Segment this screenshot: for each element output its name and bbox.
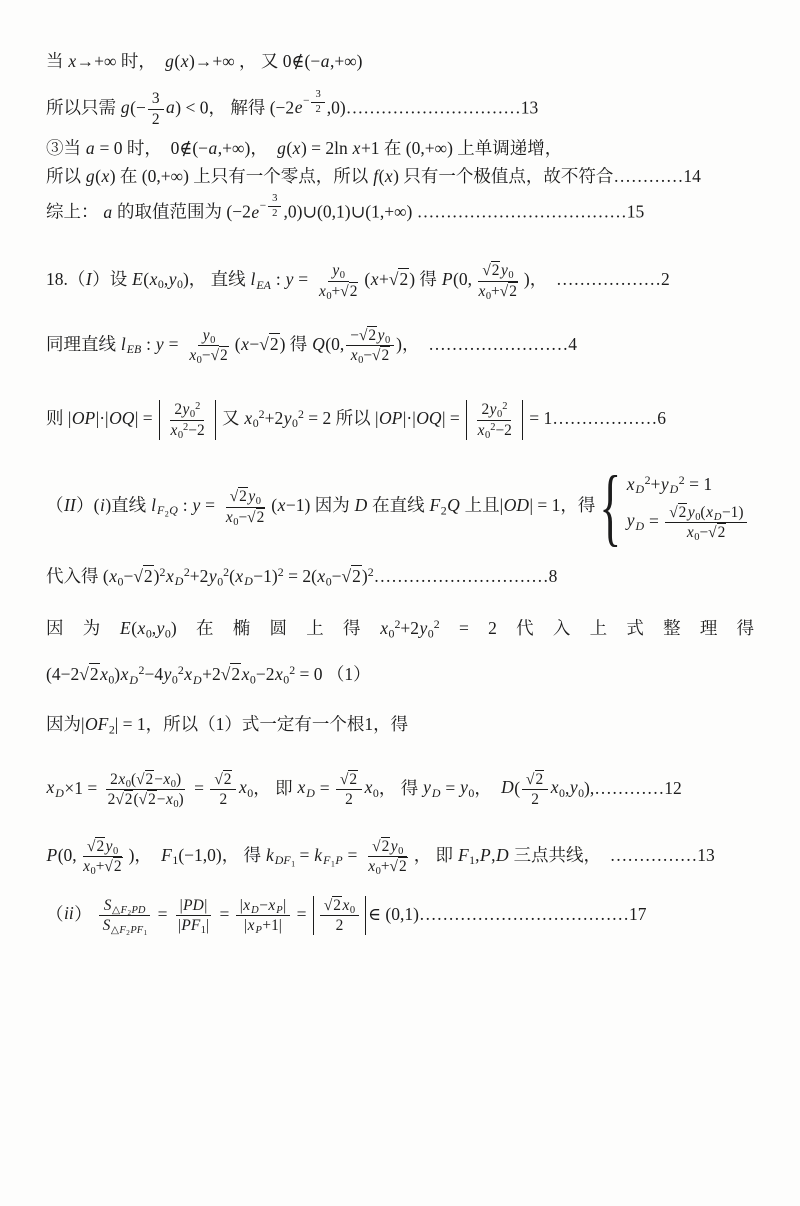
line-ellipse-condition: 因 为 $E(x_0,y_0)$ 在 椭 圆 上 得 $x_0^2+2y_0^2 = 2$ 代 入 上 式 整 理 得 [46, 616, 755, 641]
line-part2-f2q-system: （II）(i)直线 $l_{F_2Q}$ : y = $\frac{√2y_0}{x_0-√2}$ (x−1) 因为 D 在直线 $F_2Q$ 上且|OD| = 1，得 { $x_D^2+y_D^2 = 1$ $y_D$ = $\frac{√2y_0(x_D-1)}{x_0-√2}$ [46, 473, 762, 541]
line-18-part1-p: 18.（I）设 $E(x_0,y_0)$， 直线 $l_{EA}$ : y = $\frac{y_0}{x_0+√2}$ (x+√2) 得 P(0, $\frac{√2y_0}{x_0+√2}$ )， ………………2 [46, 262, 670, 302]
line-case3-conclusion: 所以 g(x) 在 (0,+∞) 上只有一个零点，所以 f(x) 只有一个极值点，故不符合…………14 [46, 165, 701, 186]
line-substitution: 代入得 $(x_0-√2)^2x_D^2+2y_0^2(x_D-1)^2$ = $2(x_0-√2)^2\dots\dots\dots\dots\dots\dots\dots\dots\dots\dots 8$ [46, 565, 558, 589]
line-area-ratio: （ii） $\frac{S_{\triangle F_2PD}}{S_{\triangle F_2PF_1}}$ = $\frac{|PD|}{|PF_1|}$ = $\frac{|x_D-x_P|}{|x_P+1|}$ = $\frac{√2x_0}{2}$ ∈ (0,1)………………………………17 [46, 896, 647, 937]
line-case3: ③当 a = 0 时， 0∉(−a,+∞)， g(x) = 2ln x+1 在 (0,+∞) 上单调递增， [46, 137, 563, 158]
line-18-part1-q: 同理直线 $l_{EB}$ : y = $\frac{y_0}{x_0-√2}$ (x−√2) 得 Q(0, $\frac{-√2y_0}{x_0-√2}$ )， ……………………4 [46, 326, 577, 367]
line-range-summary: 综上： a 的取值范围为 (−2e− $\frac{3}{2}$ ,0)∪(0,1)∪(1,+∞) ………………………………15 [46, 193, 645, 222]
line-solve-inequality: 所以只需 g(− $\frac{3}{2}$ a) < 0， 解得 (−2e− $\frac{3}{2}$ ,0)…………………………13 [46, 88, 539, 128]
line-collinear: P(0, $\frac{√2y_0}{x_0+√2}$ )， $F_1(-1,0)$， 得 $k_{DF_1} = k_{F_1P}$ = $\frac{√2y_0}{x_0+√2}$ ， 即 $F_1,P,D$ 三点共线， ……………13 [46, 838, 715, 878]
line-quadratic-eq1: $(4-2√2x_0)x_D^2-4y_0^2x_D+2√2x_0-2x_0^2 = 0$ （1） [46, 663, 371, 687]
line-root-one: 因为$|OF_2| = 1$，所以（1）式一定有一个根1，得 [46, 713, 409, 737]
line-op-oq-product: 则 |OP|·|OQ| = $\frac{2y_0^2}{x_0^2-2}$ 又 $x_0^2+2y_0^2 = 2$ 所以 |OP|·|OQ| = $\frac{2y_0^2}{x_0^2-2}$ = 1………………6 [46, 401, 666, 441]
line-xd-solution: $x_D\times 1$ = $\frac{2x_0(√2-x_0)}{2√2(√2-x_0)}$ = $\frac{√2}{2}$ $x_0$， 即 $x_D$ = $\frac{√2}{2}$ $x_0$， 得 $y_D = y_0$， D( $\frac{√2}{2}$ $x_0,y_0),\dots\dots\dots\dots 12$ [46, 770, 682, 810]
solution-content [46, 50, 762, 935]
line-g-limit: 当 x→+∞ 时， g(x)→+∞ ， 又 0∉(−a,+∞) [46, 51, 363, 71]
